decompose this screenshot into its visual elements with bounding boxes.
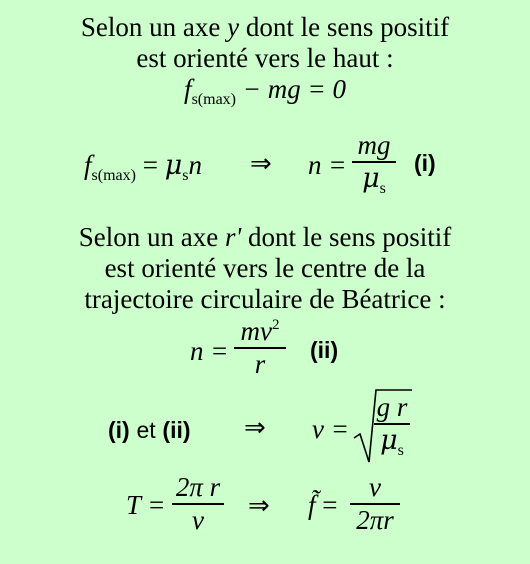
equation-normal-lhs: n = <box>308 150 347 180</box>
fraction-mv2-over-r: $mv^2$ r <box>234 316 286 380</box>
fraction-v-over-2pir: v 2πr <box>350 472 400 536</box>
axis-r-line2: est orienté vers le centre de la <box>104 253 426 283</box>
fraction-gr-over-mu: g r $\mu_s$ <box>374 392 410 460</box>
equation-friction: $f_{s(max)} = \mu_sn$ <box>84 150 202 184</box>
equation-sum-forces-y: $f_{s(max)}$ − mg = 0 <box>184 74 346 108</box>
equation-label-ii: (ii) <box>310 337 339 363</box>
equation-speed-lhs: v = <box>312 414 349 444</box>
implies-arrow: ⇒ <box>250 149 272 179</box>
axis-y-line1: Selon un axe y dont le sens positif <box>80 12 450 42</box>
axis-r-text <box>0 222 530 315</box>
implies-arrow: ⇒ <box>248 491 270 521</box>
axis-y-line2: est orienté vers le haut : <box>136 43 394 73</box>
equation-period-lhs: T = <box>126 490 166 520</box>
axis-y-text <box>0 12 530 115</box>
axis-r-line3: trajectoire circulaire de Béatrice : <box>84 284 446 314</box>
fraction-2pir-over-v: 2π r v <box>172 472 224 536</box>
fraction-mg-over-mu: mg $\mu_s$ <box>352 130 396 198</box>
implies-arrow: ⇒ <box>244 413 266 443</box>
equation-frequency-lhs: f̃ = <box>308 490 338 520</box>
axis-r-line1: Selon un axe r' dont le sens positif <box>78 222 452 252</box>
equation-label-i: (i) <box>414 150 436 176</box>
combine-i-ii: (i) et (ii) <box>108 417 191 443</box>
equation-centripetal-lhs: n = <box>190 336 229 366</box>
